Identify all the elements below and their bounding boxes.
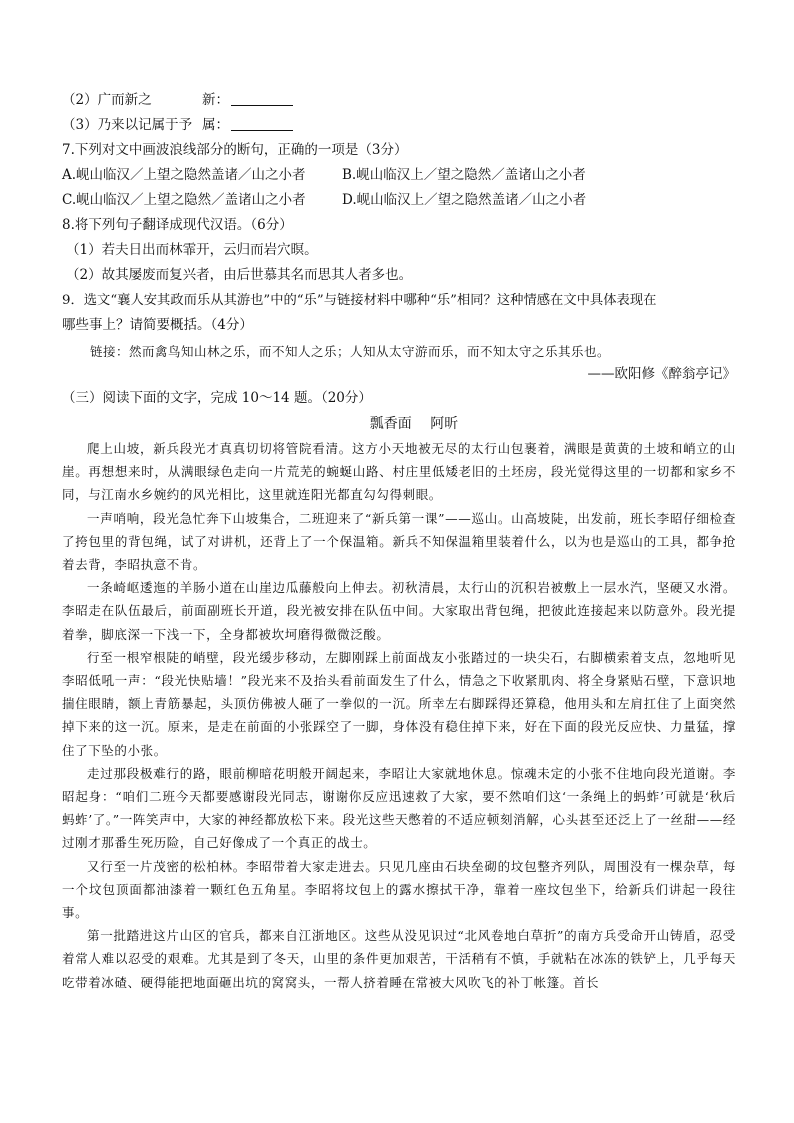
article-author: 阿昕 — [430, 416, 459, 432]
option-a: A.岘山临汉／上望之隐然盖诸／山之小者 — [62, 167, 306, 183]
answer-blank[interactable] — [231, 91, 293, 106]
article-paragraph: 第一批踏进这片山区的官兵，都来自江浙地区。这些从没见识过“北风卷地白草折”的南方兵受命开山铸盾，忍受着常人难以忍受的艰难。尤其是到了冬天，山里的条件更加艰苦，干活稍有不慎，手就粘在冰冻的铁铲上，几乎每天吃带着冰碴、硬得能把地面砸出坑的窝窝头，一帮人挤着睡在常被大风吹飞的补丁帐篷。首长 — [62, 928, 736, 990]
article-paragraph: 行至一根窄根陡的峭壁，段光缓步移动，左脚刚踩上前面战友小张踏过的一块尖石，右脚横索着支点，忽地听见李昭低吼一声：“段光快贴墙！”段光来不及抬头看前面发生了什么，情急之下收紧肌肉、将全身紧贴石壁，下意识地揣住眼睛，额上青筋暴起，头顶仿佛被人砸了一拳似的一沉。所幸左右脚踩得还算稳，他用头和左肩扛住了上面突然掉下来的这一沉。原来，是走在前面的小张踩空了一脚，身体没有稳住掉下来，好在下面的段光反应快、力量猛，撑住了下坠的小张。 — [62, 649, 736, 758]
question-9-line-2: 哪些事上？请简要概括。（4分） — [62, 317, 253, 333]
article-title — [62, 411, 736, 437]
section-3-heading: （三）阅读下面的文字，完成 10～14 题。（20分） — [62, 390, 372, 406]
option-d: D.岘山临汉上／望之隐然盖诸／山之小者 — [342, 192, 587, 208]
article-paragraph: 一条崎岖逶迤的羊肠小道在山崖边瓜藤般向上伸去。初秋清晨，太行山的沉积岩被敷上一层水汽，坚硬又水滑。李昭走在队伍最后，前面副班长开道，段光被安排在队伍中间。大家取出背包绳，把彼此连接起来以防意外。段光提着拳，脚底深一下浅一下，全身都被坎坷磨得微微泛酸。 — [62, 580, 736, 642]
question-8-item-2: （2）故其屡废而复兴者，由后世慕其名而思其人者多也。 — [66, 267, 413, 283]
option-b: B.岘山临汉上／望之隐然／盖诸山之小者 — [342, 167, 586, 183]
article-body — [62, 437, 736, 994]
option-c: C.岘山临汉／上望之隐然／盖诸山之小者 — [62, 192, 306, 208]
item-word: 属： — [202, 117, 229, 133]
answer-blank[interactable] — [231, 116, 293, 131]
question-7-options-row-2 — [62, 188, 736, 213]
article-title-text: 瓢香面 — [369, 416, 412, 432]
item-text: （3）乃来以记属于予 — [62, 117, 193, 133]
article-paragraph: 又行至一片茂密的松柏林。李昭带着大家走进去。只见几座由石块垒砌的坟包整齐列队，周围没有一棵杂草，每一个坟包顶面都油漆着一颗红色五角星。李昭将坟包上的露水擦拭干净，靠着一座坟包坐下，给新兵们讲起一段往事。 — [62, 858, 736, 921]
item-text: （2）广而新之 — [62, 92, 152, 108]
question-6-item-2 — [62, 88, 736, 113]
article-paragraph: 一声哨响，段光急忙奔下山坡集合，二班迎来了“新兵第一课”——巡山。山高坡陡，出发前，班长李昭仔细检查了挎包里的背包绳，试了对讲机，还背上了一个保温箱。新兵不知保温箱里装着什么，以为也是巡山的工具，都争抢着去背，李昭执意不肯。 — [62, 510, 736, 573]
article-paragraph: 走过那段极难行的路，眼前柳暗花明般开阔起来，李昭让大家就地休息。惊魂未定的小张不住地向段光道谢。李昭起身：“咱们二班今天都要感谢段光同志，谢谢你反应迅速救了大家，要不然咱们这‘一条绳上的蚂蚱’可就是‘秋后蚂蚱’了。”一阵笑声中，大家的神经都放松下来。段光这些天憋着的不适应顿刻消解，心头甚至还泛上了一丝甜——经过刚才那番生死历险，自己好像成了一个真正的战士。 — [62, 765, 736, 851]
question-7-options-row-1 — [62, 163, 736, 188]
question-8-item-1: （1）若夫日出而林霏开，云归而岩穴暝。 — [66, 242, 318, 258]
question-9-source: ——欧阳修《醉翁亭记》 — [587, 366, 736, 382]
exam-page — [62, 88, 736, 994]
question-6-item-3 — [62, 113, 736, 138]
question-9-line-1: 9．选文“襄人安其政而乐从其游也”中的“乐”与链接材料中哪种“乐”相同？这种情感在文中具体表现在 — [62, 293, 657, 308]
item-word: 新： — [202, 92, 229, 108]
question-7-stem: 7.下列对文中画波浪线部分的断句，正确的一项是（3分） — [62, 142, 408, 158]
question-8-stem: 8.将下列句子翻译成现代汉语。（6分） — [62, 217, 293, 233]
article-paragraph: 爬上山坡，新兵段光才真真切切将管院看清。这方小天地被无尽的太行山包裹着，满眼是黄黄的土坡和峭立的山崖。再想想来时，从满眼绿色走向一片荒芜的蜿蜒山路、村庄里低矮老旧的土坯房，段光觉得这里的一切都和家乡不同，与江南水乡婉约的风光相比，这里就连阳光都直勾勾得刺眼。 — [62, 441, 736, 503]
question-9-link: 链接：然而禽鸟知山林之乐，而不知人之乐；人知从太守游而乐，而不知太守之乐其乐也。 — [90, 344, 611, 359]
